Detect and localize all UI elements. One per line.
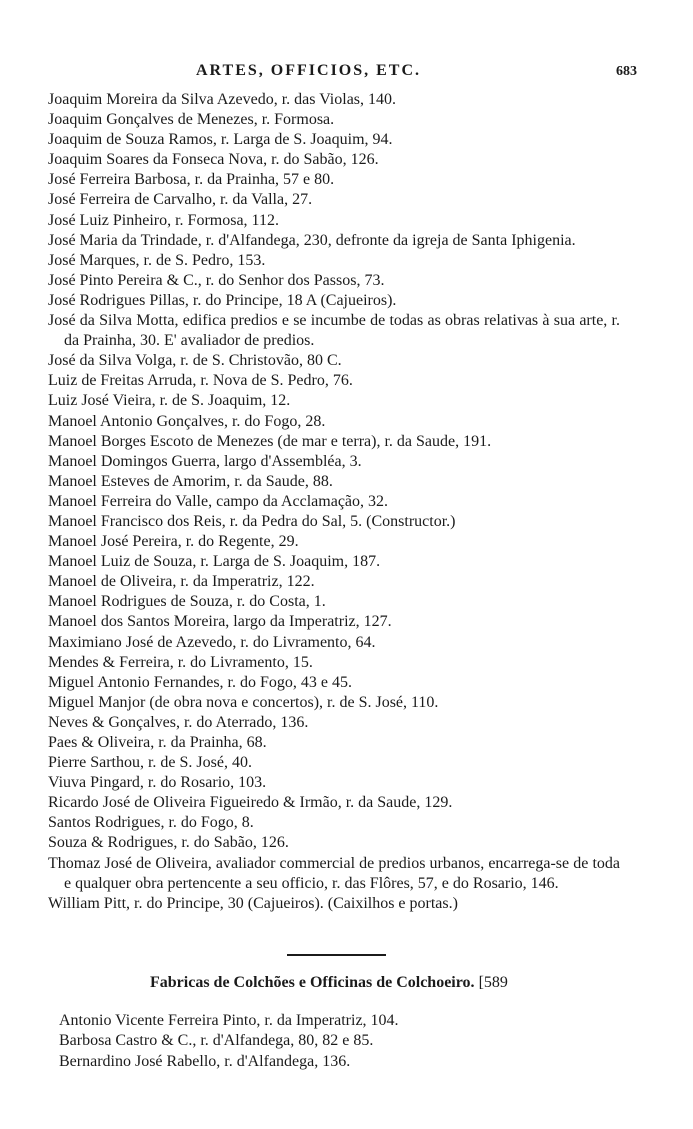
section-heading xyxy=(150,974,508,992)
list-item: Manoel Ferreira do Valle, campo da Acclamação, 32. xyxy=(48,492,389,510)
list-item: Miguel Manjor (de obra nova e concertos), r. de S. José, 110. xyxy=(48,693,439,711)
page-number: 683 xyxy=(616,64,637,79)
list-item: José Luiz Pinheiro, r. Formosa, 112. xyxy=(48,211,279,229)
list-item: Antonio Vicente Ferreira Pinto, r. da Imperatriz, 104. xyxy=(59,1012,399,1029)
list-item: Ricardo José de Oliveira Figueiredo & Irmão, r. da Saude, 129. xyxy=(48,794,453,812)
list-item: Barbosa Castro & C., r. d'Alfandega, 80, 82 e 85. xyxy=(59,1032,374,1050)
list-item: Santos Rodrigues, r. do Fogo, 8. xyxy=(48,814,254,832)
list-item: Souza & Rodrigues, r. do Sabão, 126. xyxy=(48,834,289,852)
list-item: Mendes & Ferreira, r. do Livramento, 15. xyxy=(48,653,313,671)
list-item: Manoel dos Santos Moreira, largo da Imperatriz, 127. xyxy=(48,613,392,631)
section-reference-number: [589 xyxy=(478,974,508,991)
list-item: José Ferreira Barbosa, r. da Prainha, 57 e 80. xyxy=(48,171,335,189)
list-item: Joaquim Gonçalves de Menezes, r. Formosa. xyxy=(48,111,335,129)
list-item: Manoel de Oliveira, r. da Imperatriz, 122. xyxy=(48,573,315,591)
list-item: Manoel Borges Escoto de Menezes (de mar e terra), r. da Saude, 191. xyxy=(48,432,492,450)
list-item: Pierre Sarthou, r. de S. José, 40. xyxy=(48,754,252,772)
list-item: Joaquim de Souza Ramos, r. Larga de S. Joaquim, 94. xyxy=(48,131,393,149)
list-item: Manoel Francisco dos Reis, r. da Pedra do Sal, 5. (Constructor.) xyxy=(48,512,456,530)
directory-list xyxy=(48,90,620,914)
list-item: José Maria da Trindade, r. d'Alfandega, 230, defronte da igreja de Santa Iphigenia. xyxy=(48,231,576,249)
list-item: Joaquim Moreira da Silva Azevedo, r. das Violas, 140. xyxy=(48,91,397,108)
list-item: Thomaz José de Oliveira, avaliador commercial de predios urbanos, encarrega-se de toda e qualquer obra pertencente a seu officio, r. das Flôres, 57, e do Rosario, 146. xyxy=(48,854,620,892)
list-item: William Pitt, r. do Principe, 30 (Cajueiros). (Caixilhos e portas.) xyxy=(48,894,458,912)
list-item: Manoel José Pereira, r. do Regente, 29. xyxy=(48,533,299,551)
list-item: Neves & Gonçalves, r. do Aterrado, 136. xyxy=(48,713,309,731)
section-divider xyxy=(287,954,386,956)
list-item: Manoel Luiz de Souza, r. Larga de S. Joaquim, 187. xyxy=(48,553,381,571)
list-item: Manoel Domingos Guerra, largo d'Assembléa, 3. xyxy=(48,452,362,470)
section-heading-text: Fabricas de Colchões e Officinas de Colchoeiro. xyxy=(150,974,475,991)
list-item: José da Silva Volga, r. de S. Christovão, 80 C. xyxy=(48,352,342,370)
section-list xyxy=(59,1011,619,1072)
list-item: Joaquim Soares da Fonseca Nova, r. do Sabão, 126. xyxy=(48,151,379,169)
header-title: ARTES, OFFICIOS, ETC. xyxy=(196,62,422,79)
list-item: Manoel Rodrigues de Souza, r. do Costa, 1. xyxy=(48,593,326,611)
list-item: Manoel Esteves de Amorim, r. da Saude, 88. xyxy=(48,472,333,490)
list-item: Viuva Pingard, r. do Rosario, 103. xyxy=(48,774,267,792)
list-item: Manoel Antonio Gonçalves, r. do Fogo, 28. xyxy=(48,412,326,430)
list-item: Luiz José Vieira, r. de S. Joaquim, 12. xyxy=(48,392,291,410)
list-item: José da Silva Motta, edifica predios e se incumbe de todas as obras relativas à sua arte, r. da Prainha, 30. E' avaliador de predios. xyxy=(48,312,620,350)
list-item: Miguel Antonio Fernandes, r. do Fogo, 43 e 45. xyxy=(48,673,352,691)
list-item: José Rodrigues Pillas, r. do Principe, 18 A (Cajueiros). xyxy=(48,291,397,309)
list-item: Bernardino José Rabello, r. d'Alfandega, 136. xyxy=(59,1052,351,1070)
list-item: Luiz de Freitas Arruda, r. Nova de S. Pedro, 76. xyxy=(48,372,353,390)
list-item: Paes & Oliveira, r. da Prainha, 68. xyxy=(48,734,267,751)
list-item: José Ferreira de Carvalho, r. da Valla, 27. xyxy=(48,191,313,209)
list-item: Maximiano José de Azevedo, r. do Livramento, 64. xyxy=(48,633,376,651)
running-header xyxy=(0,62,693,84)
list-item: José Pinto Pereira & C., r. do Senhor dos Passos, 73. xyxy=(48,271,385,289)
list-item: José Marques, r. de S. Pedro, 153. xyxy=(48,251,266,269)
